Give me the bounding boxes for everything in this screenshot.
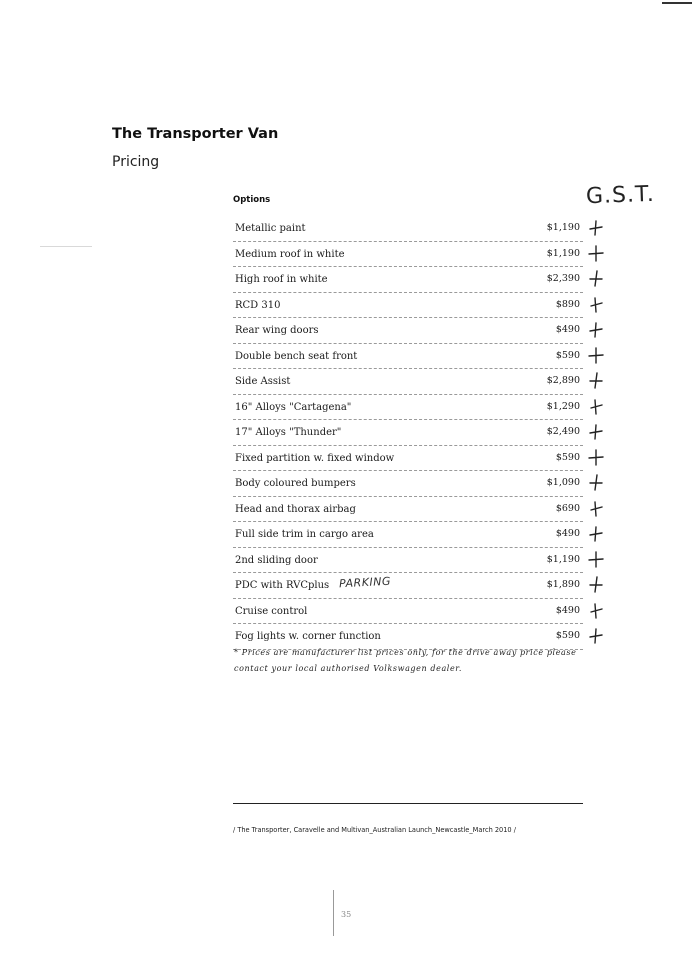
option-row (233, 318, 583, 344)
option-price: $490 (555, 324, 580, 335)
handwritten-plus-icon (587, 269, 605, 287)
option-name: Fog lights w. corner function (235, 631, 381, 642)
binding-gutter-line (333, 890, 334, 936)
option-row (233, 369, 583, 395)
option-name: Metallic paint (235, 223, 306, 234)
handwritten-plus-icon (587, 397, 605, 415)
option-price: $590 (555, 630, 580, 641)
scan-mark (662, 2, 692, 4)
option-name: Full side trim in cargo area (235, 529, 374, 540)
option-row (233, 242, 583, 268)
option-name: Fixed partition w. fixed window (235, 452, 395, 464)
handwritten-plus-icon (587, 550, 605, 568)
option-name: RCD 310 (235, 299, 281, 311)
option-name: 2nd sliding door (235, 554, 318, 566)
option-name: 16" Alloys "Cartagena" (235, 401, 352, 413)
page-subtitle: Pricing (112, 154, 160, 170)
handwritten-plus-icon (587, 499, 605, 517)
option-row (233, 344, 583, 370)
scan-mark (40, 246, 92, 247)
page-title: The Transporter Van (112, 126, 279, 142)
option-name: Cruise control (235, 605, 308, 617)
option-row (233, 420, 583, 446)
option-row (233, 599, 583, 625)
option-name: 17" Alloys "Thunder" (235, 427, 342, 438)
handwritten-plus-icon (587, 601, 605, 619)
handwritten-plus-icon (587, 371, 605, 389)
handwritten-note: PARKING (338, 574, 392, 591)
option-price: $2,390 (546, 273, 580, 284)
handwritten-plus-icon (587, 575, 605, 593)
page-number: 35 (341, 910, 352, 919)
handwritten-plus-icon (587, 218, 605, 236)
handwritten-plus-icon (587, 448, 605, 466)
option-price: $690 (555, 502, 580, 514)
option-price: $1,190 (546, 247, 580, 259)
option-row (233, 216, 583, 242)
handwritten-plus-icon (587, 346, 605, 364)
option-price: $590 (555, 349, 580, 361)
option-price: $1,890 (546, 579, 580, 590)
option-row (233, 573, 583, 599)
option-price: $890 (555, 298, 580, 310)
option-name: High roof in white (235, 274, 328, 285)
options-price-list (233, 216, 583, 650)
option-price: $490 (555, 528, 580, 539)
option-row (233, 522, 583, 548)
option-price: $490 (555, 604, 580, 616)
option-row (233, 267, 583, 293)
option-price: $1,090 (546, 477, 580, 488)
option-name: Body coloured bumpers (235, 478, 356, 489)
handwritten-plus-icon (587, 422, 605, 440)
footer-credit: / The Transporter, Caravelle and Multivan_Australian Launch_Newcastle_March 2010 / (233, 826, 516, 834)
option-row (233, 446, 583, 472)
handwritten-plus-icon (587, 320, 605, 338)
option-name: Double bench seat front (235, 350, 358, 362)
option-price: $1,190 (546, 222, 580, 233)
option-row (233, 293, 583, 319)
option-row (233, 471, 583, 497)
option-row (233, 548, 583, 574)
option-price: $2,890 (546, 375, 580, 386)
options-heading: Options (233, 195, 271, 205)
option-name: Medium roof in white (235, 248, 345, 260)
footnote-line: * Prices are manufacturer list prices only, for the drive away price please (234, 648, 577, 657)
handwritten-plus-icon (587, 295, 605, 313)
option-row (233, 497, 583, 523)
option-name: Rear wing doors (235, 325, 319, 336)
handwritten-gst-note: G.S.T. (585, 181, 656, 210)
handwritten-plus-icon (587, 244, 605, 262)
handwritten-plus-icon (587, 524, 605, 542)
handwritten-plus-icon (587, 626, 605, 644)
option-price: $1,190 (546, 553, 580, 565)
option-name: PDC with RVCplus (235, 580, 330, 591)
option-row (233, 395, 583, 421)
footer-divider (233, 803, 583, 804)
option-name: Head and thorax airbag (235, 503, 356, 515)
option-price: $2,490 (546, 426, 580, 437)
footnote-line: contact your local authorised Volkswagen dealer. (234, 664, 462, 673)
option-name: Side Assist (235, 376, 291, 387)
handwritten-plus-icon (587, 473, 605, 491)
price-footnote (234, 645, 594, 677)
option-price: $590 (555, 451, 580, 463)
option-price: $1,290 (546, 400, 580, 412)
